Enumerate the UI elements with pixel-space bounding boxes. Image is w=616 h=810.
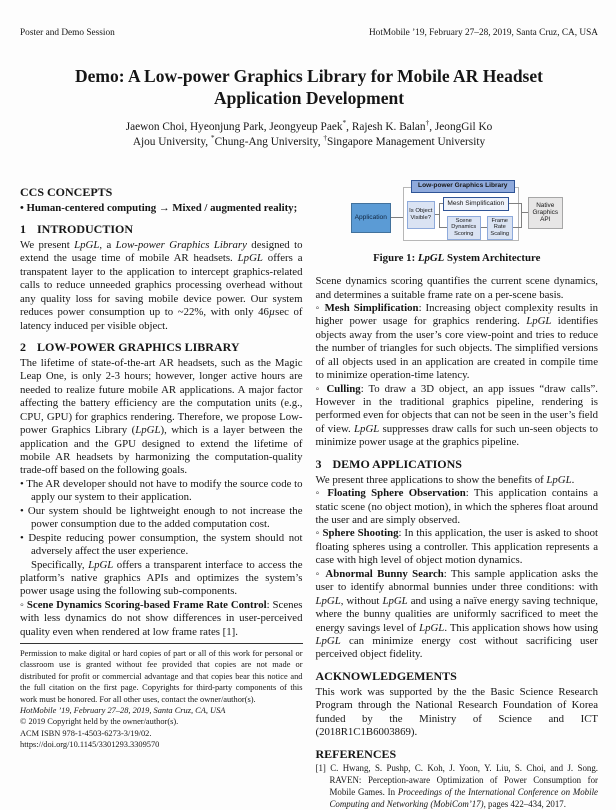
running-head-venue: HotMobile ’19, February 27–28, 2019, Santa Cruz, CA, USA: [368, 28, 598, 38]
abnormal-bunny-paragraph: ◦ Abnormal Bunny Search: This sample application asks the user to identify abnormal bunnies under three conditions: with LpGL, without LpGL and using a naïve energy saving technique, where the bunny qualities are uniformly sacrificed to meet the energy savings level of LpGL. This application shows how using LpGL can minimize energy cost without sacrificing user perceived object fidelity.: [315, 567, 599, 661]
permission-text: Permission to make digital or hard copies of part or all of this work for personal or classroom use is granted without fee provided that copies are not made or distributed for profit or commercial advantage and that copies bear this notice and the full citation on the first page. Copyrights for third-party components of this work must be honored. For all other uses, contact the owner/author(s).: [20, 648, 303, 704]
connector-line: [439, 203, 443, 204]
section-title: LOW-POWER GRAPHICS LIBRARY: [37, 340, 240, 355]
connector-line: [439, 227, 447, 228]
acknowledgements-heading: ACKNOWLEDGEMENTS: [315, 668, 457, 683]
bullet-marker: •: [20, 531, 24, 544]
connector-line: [481, 227, 487, 228]
two-column-body: [20, 175, 599, 809]
footnote-rule: [20, 643, 303, 644]
references-heading: REFERENCES: [315, 746, 397, 761]
connector-line: [439, 204, 440, 228]
bullet-marker: •: [20, 477, 24, 490]
goal-bullet: [20, 478, 303, 505]
mesh-simplification-paragraph: ◦ Mesh Simplification: Increasing object complexity results in higher power usage for graphics rendering. LpGL identifies objects away from the user’s core view-point and tries to reduce the number of triangles for such objects. The simplified versions of all objects used in an application are created in compile time to minimize operation-time latency.: [315, 301, 598, 382]
bullet-marker: •: [20, 504, 24, 517]
culling-paragraph: ◦ Culling: To draw a 3D object, an app issues “draw calls”. However in the traditional graphics pipeline, rendering is performed even for objects that can not be seen in the user’s field of view. LpGL suppresses draw calls for such un-seen objects to minimize power usage at the graphics pipeline.: [315, 382, 598, 449]
section-number: 1: [20, 222, 26, 237]
connector-line: [521, 212, 528, 213]
mesh-simplification-box: Mesh Simplification: [443, 197, 509, 211]
ccs-heading: CCS CONCEPTS: [20, 184, 113, 199]
section-title: DEMO APPLICATIONS: [332, 456, 462, 471]
right-column: [315, 175, 599, 809]
running-head: [20, 28, 598, 38]
demo-apps-intro: We present three applications to show the benefits of LpGL.: [315, 473, 575, 486]
connector-line: [521, 203, 522, 228]
acknowledgements-text: This work was supported by the the Basic Science Research Program through the National Research Foundation of Korea funded by the Ministry of Science and ICT (2018R1C1B6003869).: [315, 685, 598, 739]
figure-1-caption: Figure 1: LpGL System Architecture: [373, 251, 541, 264]
frame-rate-scaling-box: Frame Rate Scaling: [487, 216, 513, 240]
bullet-text: Despite reducing power consumption, the system should not adversely affect the user experience.: [28, 531, 303, 558]
paper-title: Demo: A Low-power Graphics Library for Mobile AR Headset Application Development: [75, 66, 543, 109]
connector-line: [391, 217, 403, 218]
introduction-paragraph: We present LpGL, a Low-power Graphics Library designed to extend the usage time of mobile AR headsets. LpGL offers a transpatent layer to the application to intercept graphics-related calls to reduce unneeded graphics processing overhead without any quality loss for saving mobile device power. Our system reduces power consumption up to ~22%, with only 46µsec of latency induced per visible object.: [20, 238, 303, 332]
frame-rate-control-paragraph: ◦ Scene Dynamics Scoring-based Frame Rate Control: Scenes with less dynamics do not show differences in user-perceived quality even when rendered at low frame rates [1].: [20, 598, 303, 638]
floating-sphere-paragraph: ◦ Floating Sphere Observation: This application contains a static scene (no object motion), in which the spheres float around the user and are simply observed.: [315, 487, 598, 527]
section-1-heading: [20, 222, 303, 237]
application-box: Application: [351, 203, 391, 233]
scene-dynamics-scoring-box: Scene Dynamics Scoring: [447, 216, 481, 240]
sphere-shooting-paragraph: ◦ Sphere Shooting: In this application, the user is asked to shoot floating spheres using a controller. This application represents a case with high level of object motion dynamics.: [315, 527, 599, 567]
library-title-bar: Low-power Graphics Library: [411, 180, 515, 193]
footnote-copyright: © 2019 Copyright held by the owner/author(s).: [20, 717, 179, 727]
byline: [20, 120, 598, 149]
section-number: 2: [20, 340, 26, 355]
ccs-concepts-text: • Human-centered computing → Mixed / augmented reality;: [20, 201, 298, 214]
affiliations-line: Ajou University, *Chung-Ang University, †Singapore Management University: [132, 133, 486, 148]
copyright-footnote: [20, 643, 303, 751]
authors-line: Jaewon Choi, Hyeonjung Park, Jeongyeup Paek*, Rajesh K. Balan†, JeongGil Ko: [125, 118, 493, 134]
section-number: 3: [315, 456, 322, 471]
footnote-doi-link[interactable]: https://doi.org/10.1145/3301293.3309570: [20, 740, 160, 750]
scene-dynamics-continuation: Scene dynamics scoring quantifies the current scene dynamics, and determines a suitable frame rate on a per-scene basis.: [315, 275, 598, 301]
bullet-text: The AR developer should not have to modify the source code to apply our system to their application.: [26, 477, 303, 504]
bullet-text: Our system should be lightweight enough to not increase the power consumption due to the added computation cost.: [27, 504, 303, 531]
section-2-paragraph: The lifetime of state-of-the-art AR headsets, such as the Magic Leap One, is only 2-3 hours; however, longer active hours are needed to realize future mobile AR applications. A major factor affecting the battery efficiency are the computation units (e.g., CPU, GPU) for graphics rendering. Therefore, we propose Low-power Graphics Library (LpGL), which is a layer between the application and the GPU designed to extend the lifetime of mobile AR headsets by harmonizing the computation-quality trade-off based on the following goals.: [20, 356, 303, 477]
reference-item: [1] C. Hwang, S. Pushp, C. Koh, J. Yoon, Y. Liu, S. Choi, and J. Song. RAVEN: Perception-aware Optimization of Power Consumption for Mobile Games. In Proceedings of the International Conference on Mobile Computing and Networking (MobiCom’17), pages 422–434, 2017.: [315, 763, 598, 809]
figure-1: [316, 177, 599, 265]
section-3-heading: [316, 457, 599, 472]
left-column: [20, 175, 303, 751]
section-2-heading: [20, 340, 303, 355]
goal-bullet: [20, 505, 303, 532]
specifically-paragraph: Specifically, LpGL offers a transparent interface to access the platform’s native graphics APIs and optimizes the system’s power usage using the following sub-components.: [20, 558, 303, 598]
figure-diagram: [351, 177, 563, 243]
native-graphics-api-box: Native Graphics API: [528, 197, 563, 229]
is-object-visible-box: Is Object Visible?: [407, 201, 435, 229]
section-title: INTRODUCTION: [37, 222, 134, 237]
goal-bullet: [20, 532, 303, 559]
footnote-isbn: ACM ISBN 978-1-4503-6273-3/19/02.: [20, 728, 152, 738]
running-head-session: Poster and Demo Session: [20, 28, 115, 38]
footnote-venue: HotMobile ’19, February 27–28, 2019, Santa Cruz, CA, USA: [20, 705, 226, 715]
